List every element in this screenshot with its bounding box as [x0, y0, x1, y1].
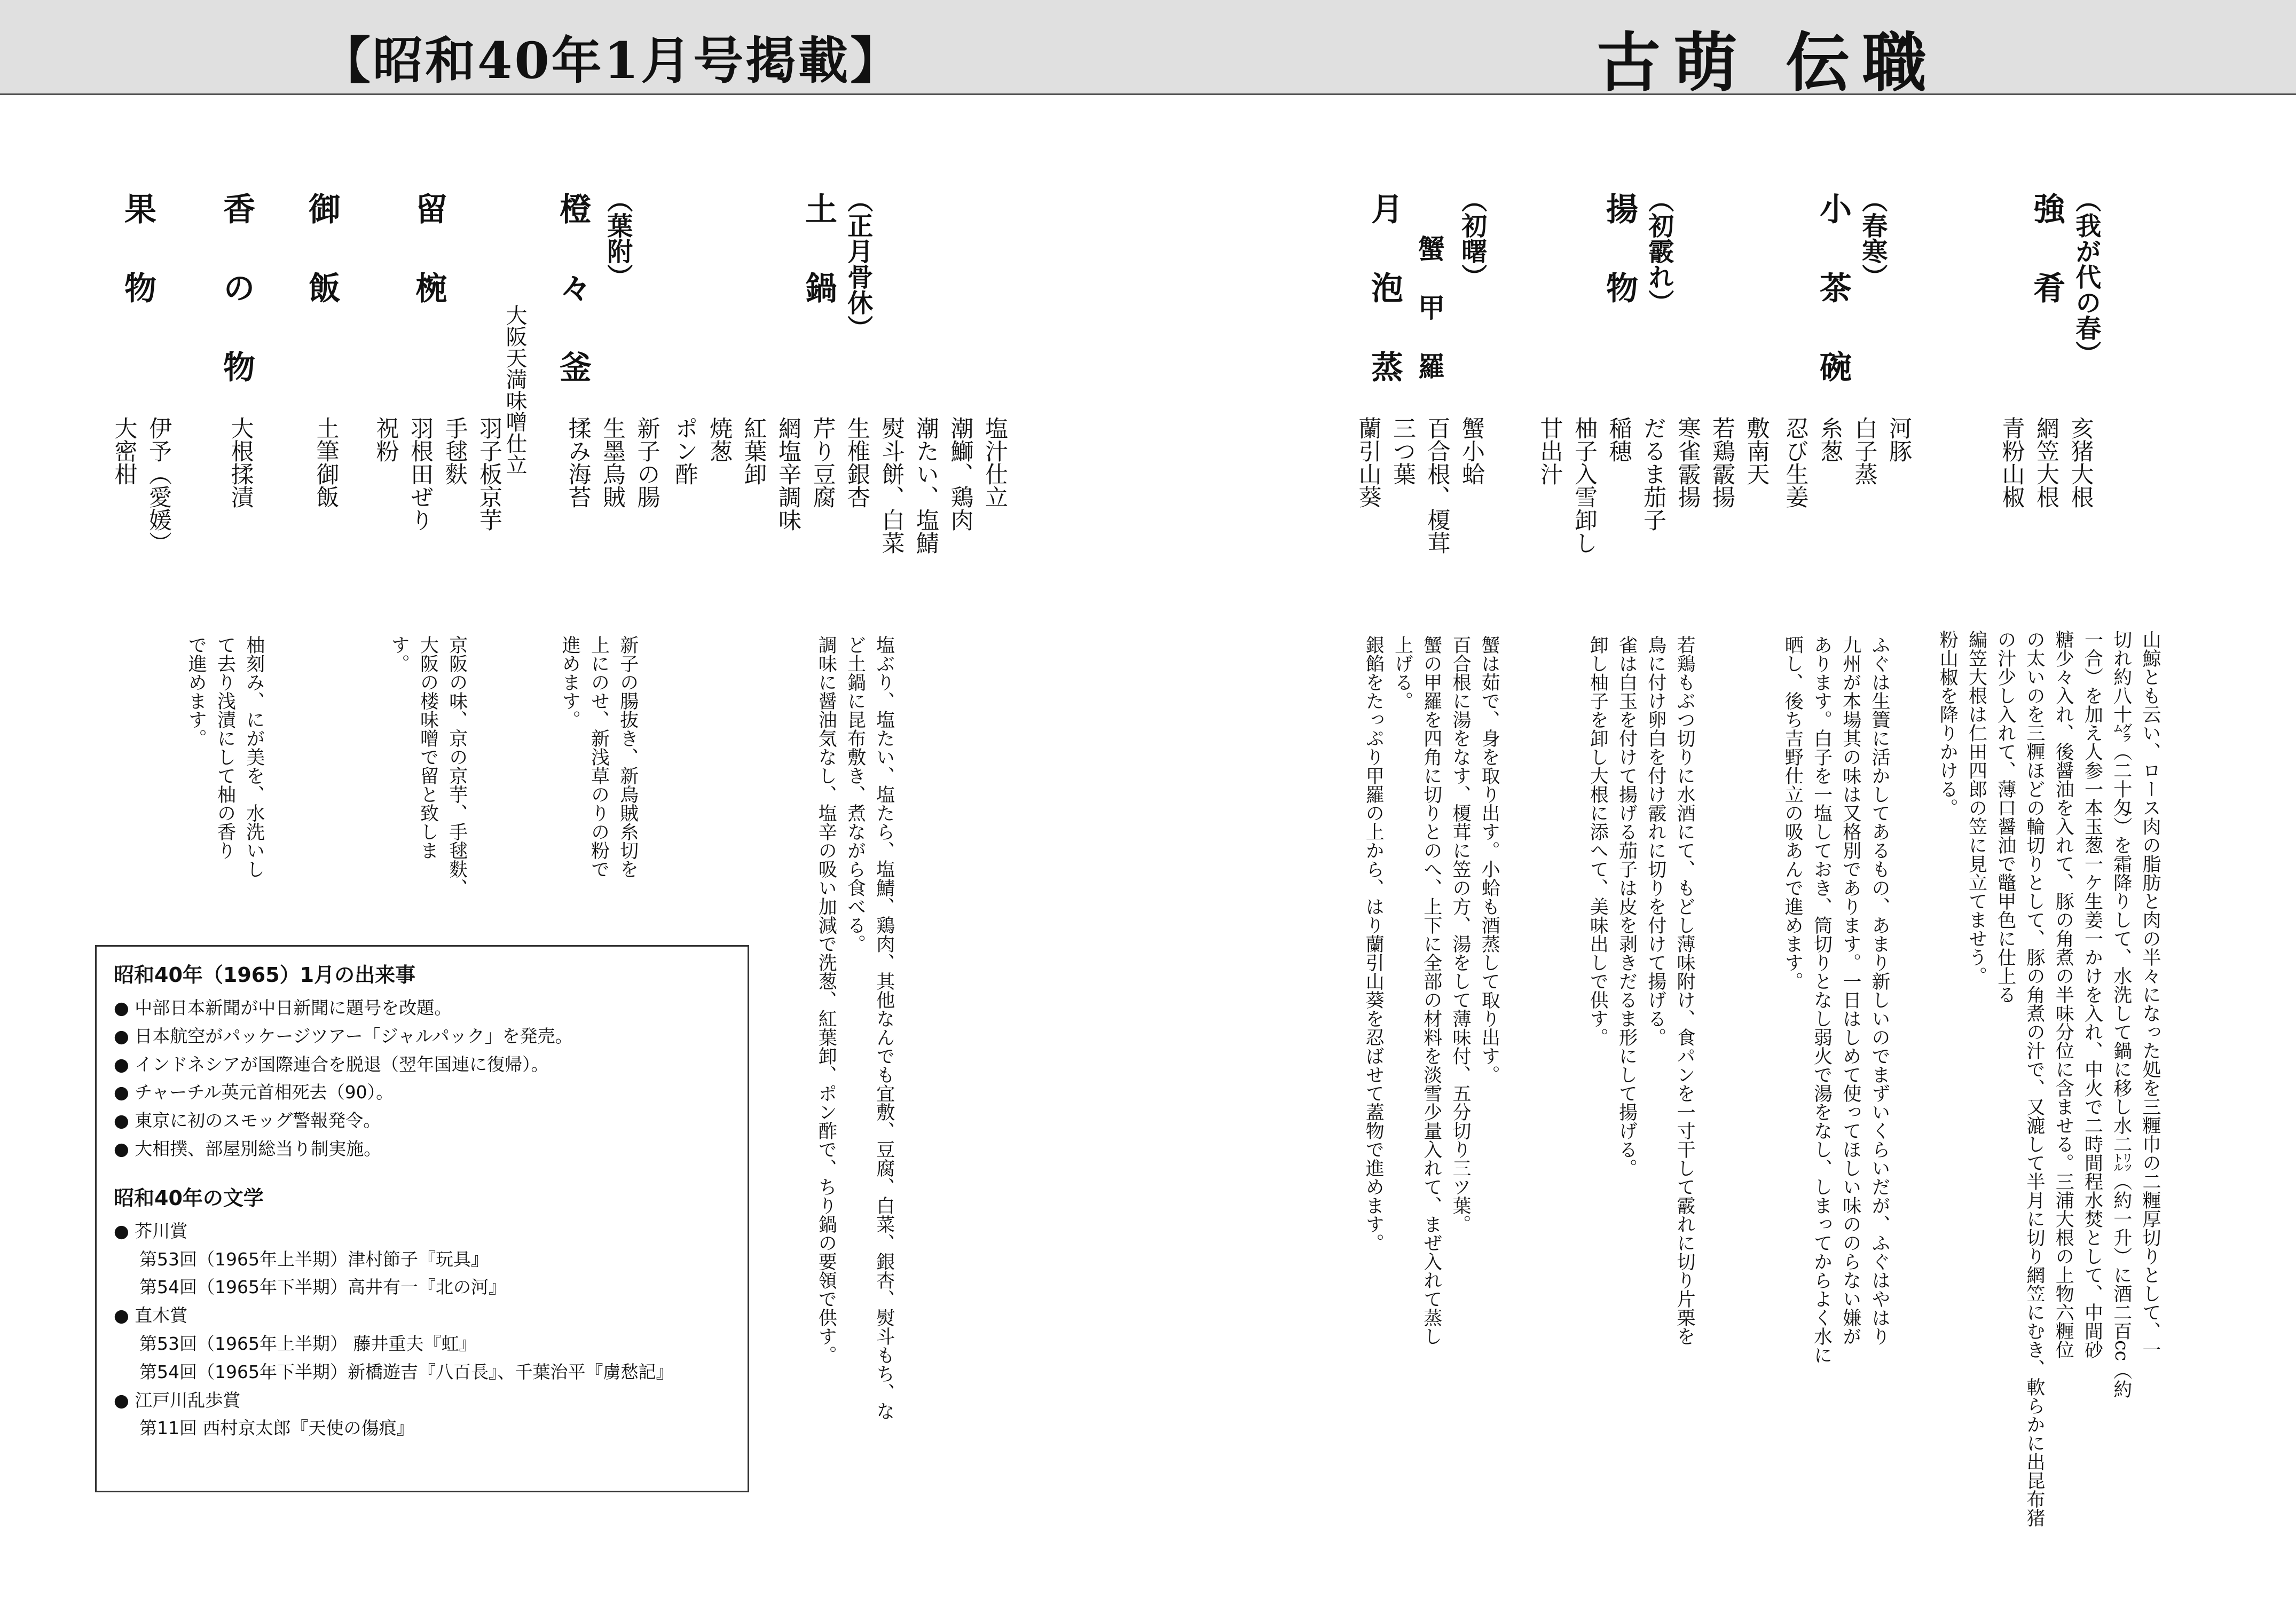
dish-konomono: 香の物: [218, 192, 255, 429]
dish-ingredients: 敷南天 若鶏霰揚 寒雀霰揚 だるま茄子 稲穂 柚子入雪卸し 甘出汁: [1536, 416, 1770, 554]
dish-ingredients: 塩汁仕立 潮鰤、鶏肉 潮たい、塩鯖 熨斗餅、白菜 生椎銀杏 芹り豆腐 網塩辛調味 紅葉卸 焼葱 ポン酢: [671, 416, 1008, 554]
dish-ingredients: 羽子板京芋 手毬麩 羽根田ぜり 祝粉: [372, 416, 502, 531]
dish-kudamono: 果物: [119, 192, 156, 350]
award-name: ● 芥川賞: [114, 1220, 188, 1241]
dish-description: 柚刻み、にが美を、水洗いし て去り浅漬にして柚の香り で進めます。: [185, 635, 265, 878]
award-entry: 第54回（1965年下半期）高井有一『北の河』: [139, 1277, 506, 1298]
dish-ingredients: 亥猪大根 網笠大根 青粉山椒: [1998, 416, 2094, 508]
dish-subtitle: （正月骨休）: [843, 187, 873, 341]
dish-subtitle: （初曙）: [1457, 187, 1487, 289]
literature-title: 昭和40年の文学: [114, 1186, 264, 1210]
award-entry: 第11回 西村京太郎『天使の傷痕』: [139, 1418, 414, 1439]
dish-daidaigama: 橙々釜: [554, 192, 592, 429]
dish-subtitle: （葉附）: [602, 187, 633, 289]
dish-ingredients: 新子の腸 生墨烏賊 揉み海苔: [564, 416, 661, 508]
award-entry: 第54回（1965年下半期）新橋遊吉『八百長』、千葉治平『虜愁記』: [139, 1361, 674, 1382]
event-item: ● インドネシアが国際連合を脱退（翌年国連に復帰）。: [114, 1053, 549, 1075]
dish-description: 山鯨とも云い、ロース肉の脂肪と肉の半々になった処を三糎巾の二糎厚切りとして、一 切れ約八十㌘（二十匁）を霜降りして、水洗して鍋に移し水二㍑（約一升）に酒二百cc（約 一合）を加え人参一本玉葱一ケ生姜一かけを入れ、中火で二時間程水焚として、中間砂 糖少々入れ、後醤油を入れて、豚の角煮の半味分位に含ませる。三浦大根の上物六糎位 の太いのを三糎ほどの輪切りとして、豚の角煮の汁で、又漉して半月に切り網笠にむき、軟らかに出昆布猪 の汁少し入れて、薄口醤油で鼈甲色に仕上る 編笠大根は仁田四郎の笠に見立てませう。 粉山椒を降りかける。: [1937, 630, 2161, 1527]
dish-ingredients: 大根揉漬: [227, 416, 254, 508]
dish-description: 京阪の味、京の京芋、手毬麩、 大阪の楼味噌で留と致しま す。: [388, 635, 468, 897]
dish-ingredients: 土筆御飯: [312, 416, 340, 508]
event-item: ● 中部日本新聞が中日新聞に題号を改題。: [114, 997, 452, 1018]
header-bar: [0, 0, 2296, 100]
dish-donabe: 土鍋: [800, 192, 837, 350]
award-entry: 第53回（1965年上半期） 藤井重夫『虹』: [139, 1333, 477, 1354]
dish-description: 新子の腸抜き、新烏賊糸切を 上にのせ、新浅草のりの粉で 進めます。: [559, 635, 639, 878]
dish-agemono: 揚物: [1601, 192, 1638, 350]
award-name: ● 江戸川乱歩賞: [114, 1389, 241, 1411]
dish-tomewan: 留椀: [410, 192, 447, 350]
event-item: ● 大相撲、部屋別総当り制実施。: [114, 1138, 382, 1159]
dish-tsukiawamushi: 月泡蒸: [1366, 192, 1403, 429]
dish-description: 蟹は茹で、身を取り出す。小蛤も酒蒸して取り出す。 百合根に湯をなす、榎茸に笠の方、湯をして薄味付、五分切り三ツ葉。 蟹の甲羅を四角に切りとのへ、上下に全部の材料を淡雪少量入れて、まぜ入れて蒸し 上げる。 銀餡をたっぷり甲羅の上から、はり蘭引山葵を忍ばせて蓋物で進めます。: [1363, 635, 1500, 1345]
dish-description: 塩ぶり、塩たい、塩たら、塩鯖、鶏肉、其他なんでも宜敷、豆腐、白菜、銀杏、熨斗もち、な ど土鍋に昆布敷き、煮ながら食べる。 調味に醤油気なし、塩辛の吸い加減で洗葱、紅葉卸、ポン酢で、ちり鍋の要領で供す。: [815, 635, 895, 1420]
events-box: [95, 945, 749, 1492]
event-item: ● 東京に初のスモッグ警報発令。: [114, 1110, 381, 1131]
dish-name: 強肴: [2028, 192, 2065, 350]
event-item: ● チャーチル英元首相死去（90）。: [114, 1082, 394, 1103]
dish-kojawan: 小茶碗: [1814, 192, 1852, 429]
dish-gohan: 御飯: [303, 192, 341, 350]
soup-note: 大阪天満味噌仕立: [502, 304, 527, 475]
dish-subtitle: （初霰れ）: [1644, 187, 1674, 315]
dish-description: 若鶏もぶつ切りに水酒にて、もどし薄味附け、食パンを一寸干して霰れに切り片栗を 鳥に付け卵白を付け霰れに切りを付けて揚げる。 雀は白玉を付けて揚げる茄子は皮を剥きだるま形にして揚げる。 卸し柚子を卸し大根に添へて、美味出しで供す。: [1587, 635, 1695, 1345]
events-title: 昭和40年（1965）1月の出来事: [114, 963, 416, 987]
dish-name-secondary: 蟹甲羅: [1414, 235, 1445, 411]
issue-label: 【昭和40年1月号掲載】: [320, 32, 903, 90]
dish-subtitle: （春寒）: [1857, 187, 1888, 289]
dish-ingredients: 蟹小蛤 百合根、榎茸 三つ葉 蘭引山葵: [1355, 416, 1485, 554]
award-entry: 第53回（1965年上半期）津村節子『玩具』: [139, 1248, 489, 1270]
dish-ingredients: 河豚 白子蒸 糸葱 忍び生姜: [1782, 416, 1912, 508]
dish-kyouko: [2029, 192, 2064, 350]
dish-ingredients: 伊予（愛媛） 大密柑: [111, 416, 172, 554]
award-name: ● 直木賞: [114, 1305, 188, 1326]
dish-description: ふぐは生簀に活かしてあるもの、あまり新しいのでまずいくらいだが、ふぐはやはり 九州が本場其の味は又格別であります。一日はしめて使ってほしい味ののらない嫌が あります。白子を一塩しておき、筒切りとなし弱火で湯をなし、しまってからよく水に 晒し、後ち吉野仕立の吸あんで進めます。: [1782, 635, 1890, 1364]
series-title: 古萌 伝職: [1597, 25, 1939, 100]
event-item: ● 日本航空がパッケージツアー「ジャルパック」を発売。: [114, 1025, 573, 1046]
dish-subtitle: （我が代の春）: [2071, 187, 2101, 366]
